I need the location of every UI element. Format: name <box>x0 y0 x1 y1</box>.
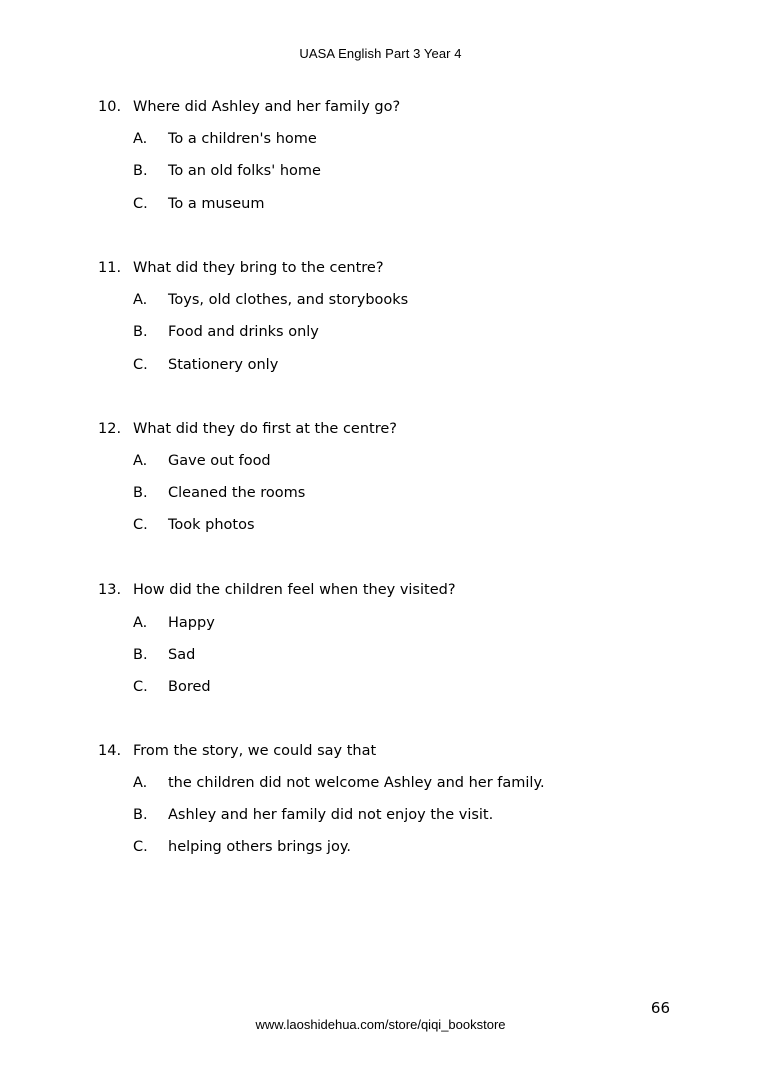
option-text: Toys, old clothes, and storybooks <box>168 292 409 308</box>
option-letter: C. <box>133 196 148 212</box>
question-stem <box>98 421 397 437</box>
option-c[interactable] <box>133 517 255 533</box>
option-text: Cleaned the rooms <box>168 485 306 501</box>
option-letter: B. <box>133 485 148 501</box>
question-stem <box>98 743 376 759</box>
option-c[interactable] <box>133 679 211 695</box>
option-letter: B. <box>133 807 148 823</box>
option-text: Ashley and her family did not enjoy the visit. <box>168 807 494 823</box>
question-text: What did they bring to the centre? <box>133 260 384 276</box>
option-a[interactable] <box>133 292 408 308</box>
question-number: 12. <box>98 421 122 437</box>
option-letter: C. <box>133 839 148 855</box>
option-b[interactable] <box>133 807 493 823</box>
option-text: Bored <box>168 679 211 695</box>
option-text: Gave out food <box>168 453 271 469</box>
option-text: Food and drinks only <box>168 324 319 340</box>
option-c[interactable] <box>133 357 278 373</box>
option-letter: C. <box>133 517 148 533</box>
option-letter: B. <box>133 647 148 663</box>
option-b[interactable] <box>133 163 321 179</box>
question-text: What did they do first at the centre? <box>133 421 397 437</box>
option-a[interactable] <box>133 131 317 147</box>
option-c[interactable] <box>133 196 264 212</box>
option-text: To a children's home <box>168 131 317 147</box>
question-stem <box>98 99 400 115</box>
option-a[interactable] <box>133 453 271 469</box>
question-stem <box>98 260 384 276</box>
question-number: 10. <box>98 99 122 115</box>
page-number: 66 <box>650 999 670 1017</box>
option-text: Took photos <box>168 517 255 533</box>
option-letter: C. <box>133 679 148 695</box>
question-text: Where did Ashley and her family go? <box>133 99 401 115</box>
option-text: the children did not welcome Ashley and her family. <box>168 775 545 791</box>
option-letter: A. <box>133 453 148 469</box>
option-letter: B. <box>133 163 148 179</box>
option-letter: A. <box>133 615 148 631</box>
option-a[interactable] <box>133 615 215 631</box>
option-letter: B. <box>133 324 148 340</box>
option-text: Stationery only <box>168 357 279 373</box>
question-number: 14. <box>98 743 122 759</box>
question-number: 11. <box>98 260 122 276</box>
question-number: 13. <box>98 582 122 598</box>
question-text: How did the children feel when they visited? <box>133 582 456 598</box>
option-text: To an old folks' home <box>168 163 321 179</box>
question-stem <box>98 582 456 598</box>
option-letter: A. <box>133 775 148 791</box>
option-text: helping others brings joy. <box>168 839 351 855</box>
option-b[interactable] <box>133 485 305 501</box>
option-letter: C. <box>133 357 148 373</box>
option-text: Happy <box>168 615 215 631</box>
option-text: Sad <box>168 647 196 663</box>
option-b[interactable] <box>133 324 319 340</box>
option-a[interactable] <box>133 775 545 791</box>
question-text: From the story, we could say that <box>133 743 377 759</box>
option-b[interactable] <box>133 647 195 663</box>
page-footer-url: www.laoshidehua.com/store/qiqi_bookstore <box>255 1017 506 1032</box>
option-text: To a museum <box>168 196 265 212</box>
option-letter: A. <box>133 131 148 147</box>
option-letter: A. <box>133 292 148 308</box>
page-header: UASA English Part 3 Year 4 <box>299 46 462 61</box>
option-c[interactable] <box>133 839 351 855</box>
